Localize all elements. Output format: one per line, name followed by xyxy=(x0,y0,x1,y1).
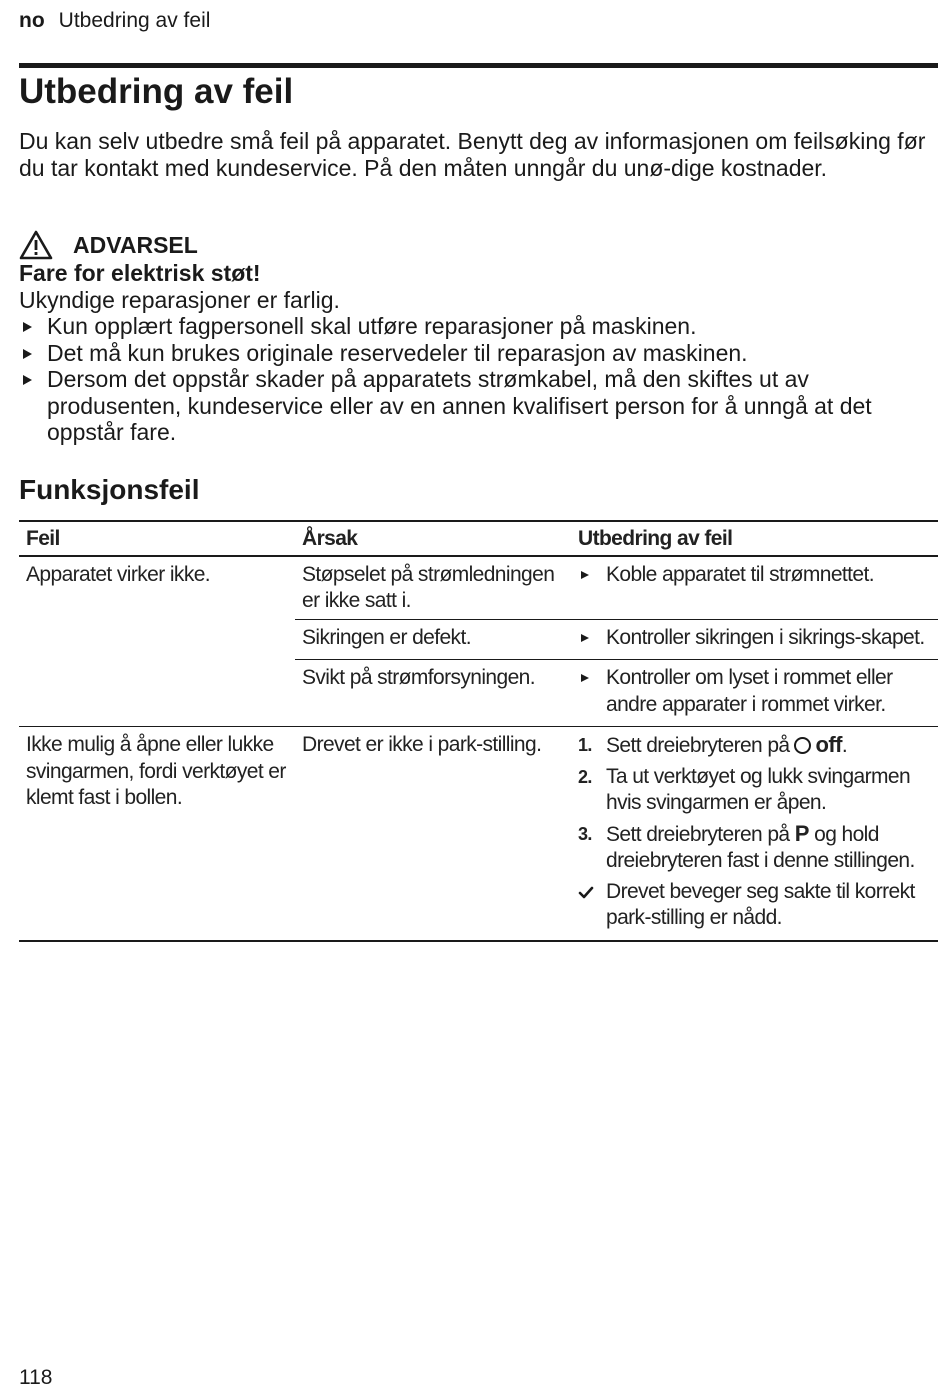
column-header-cause: Årsak xyxy=(295,521,571,556)
cause-cell: Sikringen er defekt. xyxy=(295,619,571,660)
bullet-triangle-icon xyxy=(23,375,32,385)
warning-label: ADVARSEL xyxy=(73,231,198,258)
bullet-triangle-icon xyxy=(23,322,32,332)
header-section-title: Utbedring av feil xyxy=(58,9,211,32)
remedy-result: Drevet beveger seg sakte til korrekt park-stilling er nådd. xyxy=(578,879,931,932)
remedy-step: 3. Sett dreiebryteren på P og hold dreiebryteren fast i denne stillingen. xyxy=(578,820,915,872)
step-number: 2. xyxy=(578,766,592,787)
column-header-remedy: Utbedring av feil xyxy=(571,521,938,556)
park-symbol: P xyxy=(794,820,809,846)
warning-item: Kun opplært fagpersonell skal utføre reparasjoner på maskinen. xyxy=(19,313,934,340)
warning-item: Dersom det oppstår skader på apparatets strømkabel, må den skiftes ut av produsenten, kundeservice eller av en annen kvalifisert person for å unngå at det oppstår fare. xyxy=(19,366,934,446)
remedy-cell: Kontroller om lyset i rommet eller andre apparater i rommet virker. xyxy=(571,660,938,727)
bullet-triangle-icon xyxy=(23,349,32,359)
remedy-cell xyxy=(571,727,938,941)
language-code: no xyxy=(19,9,45,32)
troubleshooting-table xyxy=(19,520,938,942)
step-number: 3. xyxy=(578,823,592,844)
bullet-triangle-icon xyxy=(581,634,589,642)
checkmark-icon xyxy=(578,885,594,901)
column-header-fault: Feil xyxy=(19,521,295,556)
remedy-cell: Kontroller sikringen i sikrings-skapet. xyxy=(571,619,938,660)
table-row xyxy=(19,727,938,941)
page-header xyxy=(19,8,210,34)
bullet-triangle-icon xyxy=(581,571,589,579)
table-row xyxy=(19,556,938,620)
warning-block xyxy=(19,230,934,446)
cause-cell: Støpselet på strømledningen er ikke satt i. xyxy=(295,556,571,620)
intro-paragraph: Du kan selv utbedre små feil på apparatet. Benytt deg av informasjonen om feilsøking før du tar kontakt med kundeservice. På den måten unngår du unø-dige kostnader. xyxy=(19,128,926,181)
fault-cell: Apparatet virker ikke. xyxy=(19,556,295,727)
warning-title xyxy=(19,230,934,260)
bullet-triangle-icon xyxy=(581,674,589,682)
step-number: 1. xyxy=(578,735,592,755)
cause-cell: Drevet er ikke i park-stilling. xyxy=(295,727,571,941)
off-symbol: off xyxy=(815,732,842,757)
fault-cell: Ikke mulig å åpne eller lukke svingarmen, fordi verktøyet er klemt fast i bollen. xyxy=(19,727,295,941)
warning-triangle-icon xyxy=(19,230,53,260)
warning-list xyxy=(19,313,934,446)
page-number: 118 xyxy=(19,1366,53,1389)
page-title: Utbedring av feil xyxy=(19,72,294,111)
warning-text: Ukyndige reparasjoner er farlig. xyxy=(19,286,340,313)
remedy-step: 2. Ta ut verktøyet og lukk svingarmen hvis svingarmen er åpen. xyxy=(578,764,911,814)
table-header-row xyxy=(19,521,938,556)
header-rule xyxy=(19,63,938,68)
off-ring-icon xyxy=(794,737,811,754)
section-title: Funksjonsfeil xyxy=(19,474,200,505)
warning-heading: Fare for elektrisk støt! xyxy=(19,260,261,286)
cause-cell: Svikt på strømforsyningen. xyxy=(295,660,571,727)
warning-item: Det må kun brukes originale reservedeler til reparasjon av maskinen. xyxy=(19,340,934,367)
remedy-cell: Koble apparatet til strømnettet. xyxy=(571,556,938,620)
remedy-step: 1. Sett dreiebryteren på off. xyxy=(578,732,848,757)
